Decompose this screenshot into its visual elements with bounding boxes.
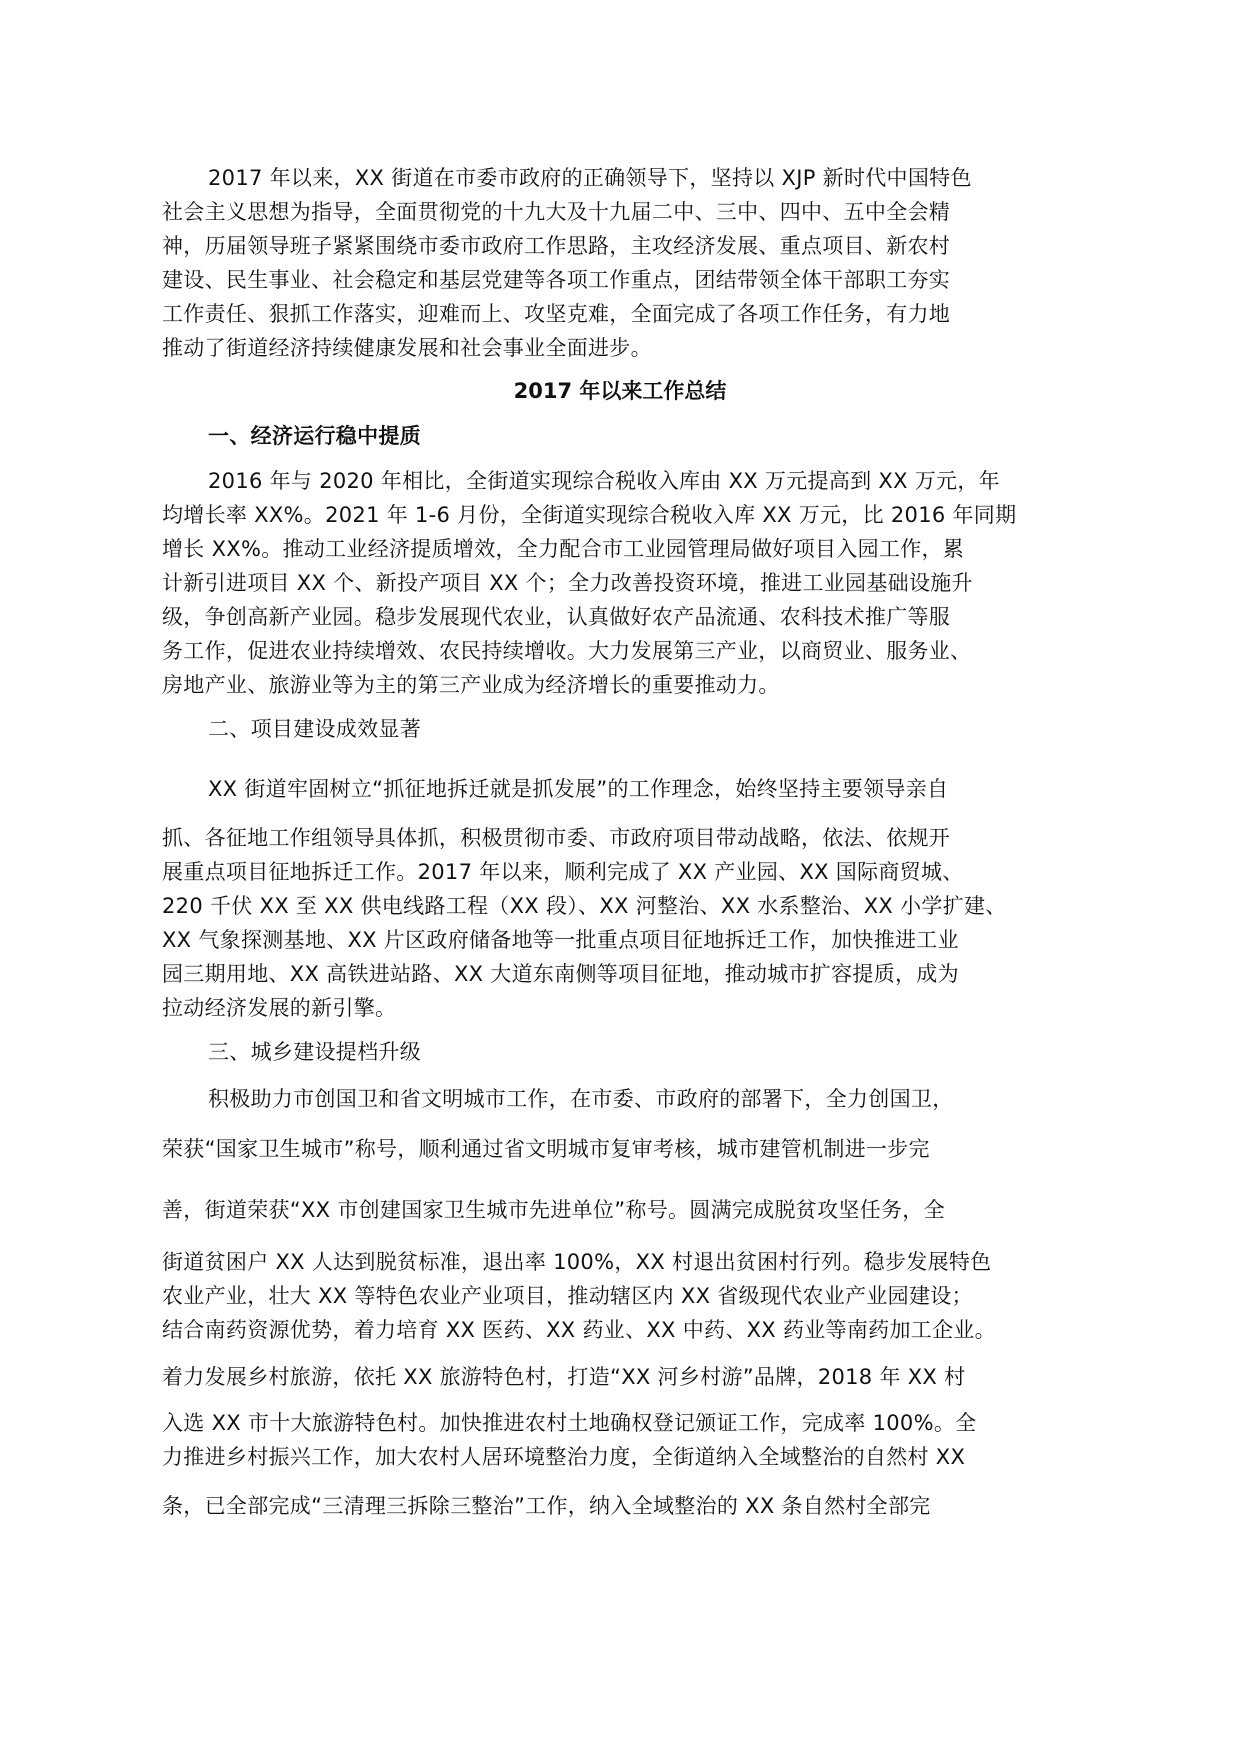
section-line: 务工作，促进农业持续增效、农民持续增收。大力发展第三产业，以商贸业、服务业、 [162,639,972,663]
section-line: XX 街道牢固树立“抓征地拆迁就是抓发展”的工作理念，始终坚持主要领导亲自 [208,777,949,801]
section-line: 入选 XX 市十大旅游特色村。加快推进农村土地确权登记颁证工作，完成率 100%。全 [162,1411,977,1435]
intro-line: 社会主义思想为指导，全面贯彻党的十九大及十九届二中、三中、四中、五中全会精 [162,200,951,224]
intro-line: 建设、民生事业、社会稳定和基层党建等各项工作重点，团结带领全体干部职工夯实 [162,268,951,292]
intro-line: 神，历届领导班子紧紧围绕市委市政府工作思路，主攻经济发展、重点项目、新农村 [162,234,951,258]
section-line: 荣获“国家卫生城市”称号，顺利通过省文明城市复审考核，城市建管机制进一步完 [162,1137,930,1161]
section-line: 计新引进项目 XX 个、新投产项目 XX 个；全力改善投资环境，推进工业园基础设施升 [162,571,973,595]
section-line: 善，街道荣获“XX 市创建国家卫生城市先进单位”称号。圆满完成脱贫攻坚任务，全 [162,1198,945,1222]
section-line: 结合南药资源优势，着力培育 XX 医药、XX 药业、XX 中药、XX 药业等南药加工企业。 [162,1318,996,1342]
section-line: 积极助力市创国卫和省文明城市工作，在市委、市政府的部署下，全力创国卫， [208,1087,954,1111]
section-heading: 二、项目建设成效显著 [208,717,421,741]
section-line: 着力发展乡村旅游，依托 XX 旅游特色村，打造“XX 河乡村游”品牌，2018 年 XX 村 [162,1365,966,1389]
section-line: 条，已全部完成“三清理三拆除三整治”工作，纳入全域整治的 XX 条自然村全部完 [162,1494,931,1518]
section-heading: 三、城乡建设提档升级 [208,1040,421,1064]
section-line: 级，争创高新产业园。稳步发展现代农业，认真做好农产品流通、农科技术推广等服 [162,605,951,629]
section-line: 街道贫困户 XX 人达到脱贫标准，退出率 100%，XX 村退出贫困村行列。稳步发展特色 [162,1250,992,1274]
section-line: 2016 年与 2020 年相比，全街道实现综合税收入库由 XX 万元提高到 XX 万元，年 [208,469,1000,493]
section-line: 房地产业、旅游业等为主的第三产业成为经济增长的重要推动力。 [162,673,780,697]
section-line: 增长 XX%。推动工业经济提质增效，全力配合市工业园管理局做好项目入园工作，累 [162,537,965,561]
section-line: 拉动经济发展的新引擎。 [162,996,397,1020]
intro-line: 推动了街道经济持续健康发展和社会事业全面进步。 [162,336,652,360]
section-line: 展重点项目征地拆迁工作。2017 年以来，顺利完成了 XX 产业园、XX 国际商贸城、 [162,860,964,884]
section-heading: 一、经济运行稳中提质 [208,424,421,448]
section-line: XX 气象探测基地、XX 片区政府储备地等一批重点项目征地拆迁工作，加快推进工业 [162,928,959,952]
intro-line: 工作责任、狠抓工作落实，迎难而上、攻坚克难，全面完成了各项工作任务，有力地 [162,302,951,326]
section-line: 农业产业，壮大 XX 等特色农业产业项目，推动辖区内 XX 省级现代农业产业园建设； [162,1284,973,1308]
section-line: 抓、各征地工作组领导具体抓，积极贯彻市委、市政府项目带动战略，依法、依规开 [162,826,951,850]
section-line: 园三期用地、XX 高铁进站路、XX 大道东南侧等项目征地，推动城市扩容提质，成为 [162,962,959,986]
section-line: 均增长率 XX%。2021 年 1-6 月份，全街道实现综合税收入库 XX 万元，比 2016 年同期 [162,503,1017,527]
intro-line: 2017 年以来，XX 街道在市委市政府的正确领导下，坚持以 XJP 新时代中国特色 [208,166,972,190]
document-title: 2017 年以来工作总结 [513,379,727,403]
section-line: 220 千伏 XX 至 XX 供电线路工程（XX 段）、XX 河整治、XX 水系整治、XX 小学扩建、 [162,894,1007,918]
section-line: 力推进乡村振兴工作，加大农村人居环境整治力度，全街道纳入全域整治的自然村 XX [162,1445,966,1469]
